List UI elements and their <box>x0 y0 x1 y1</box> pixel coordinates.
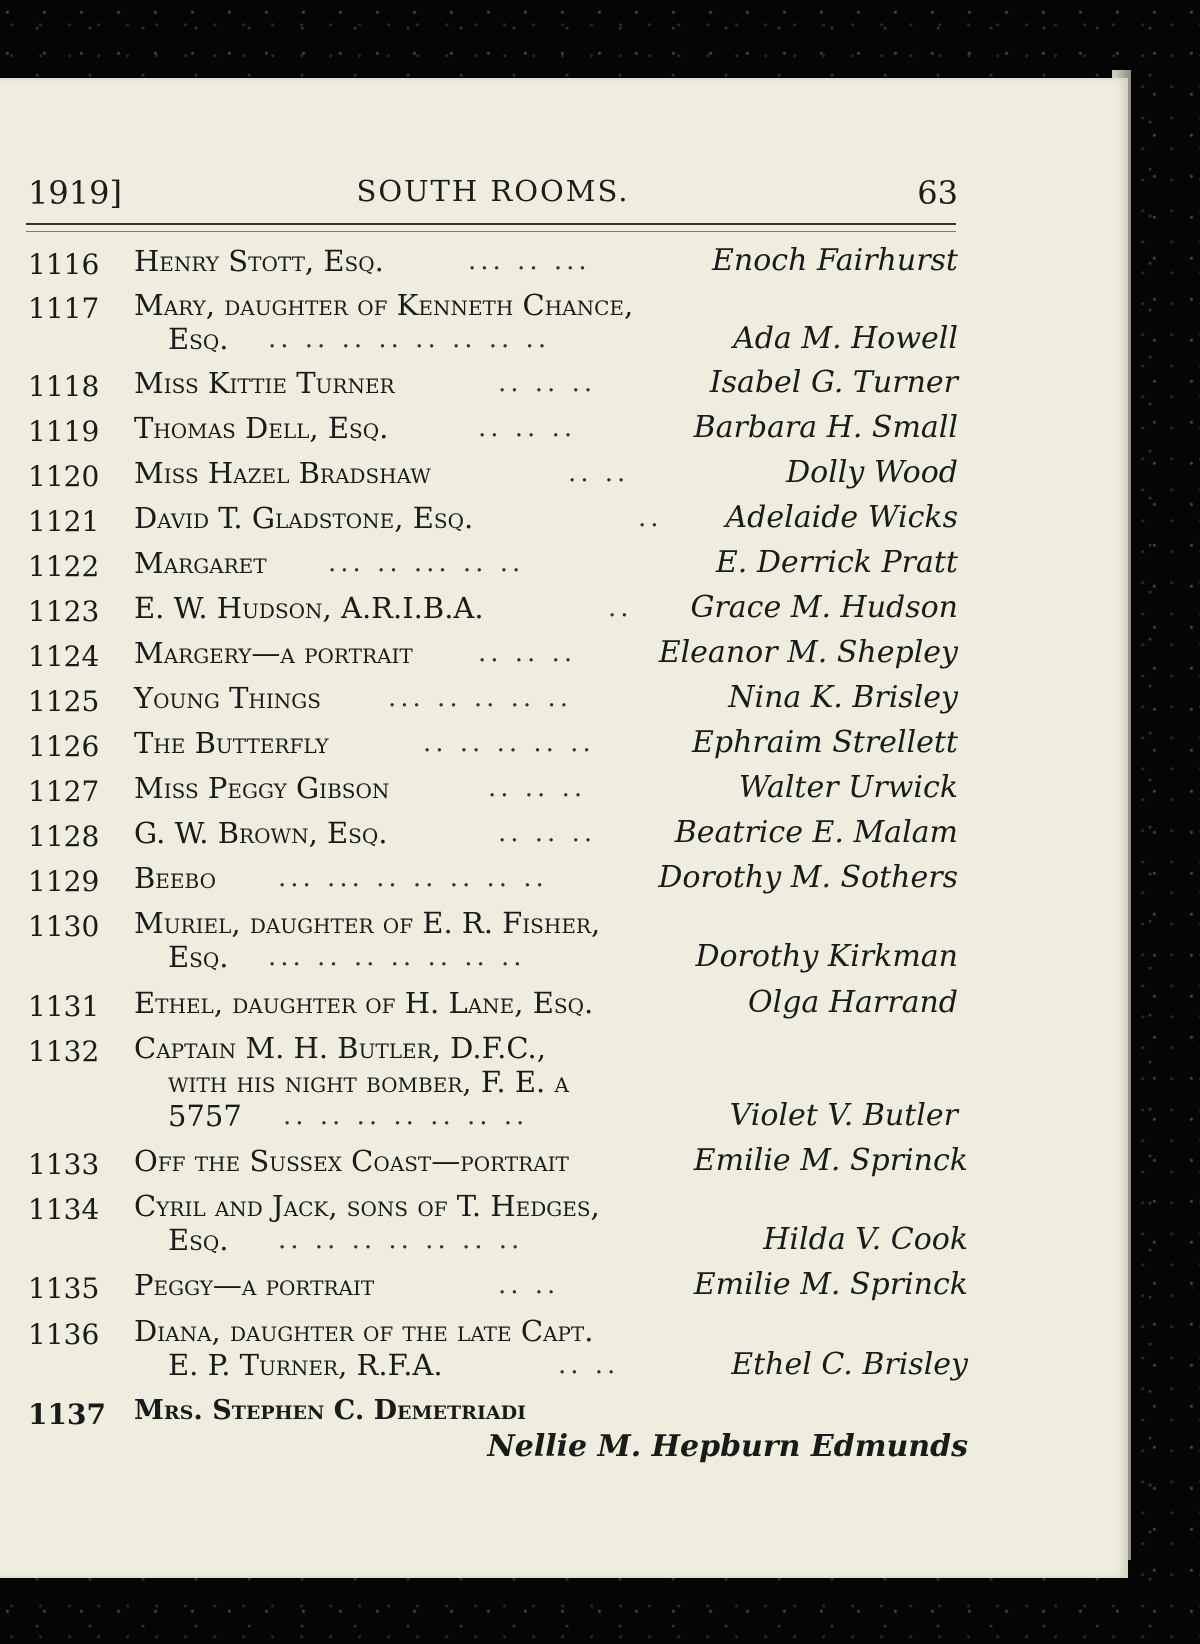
dot-leader: .. .. .. .. .. .. .. <box>283 1101 529 1131</box>
dot-leader: .. .. <box>558 1350 620 1380</box>
entry-number: 1120 <box>28 460 100 493</box>
running-head <box>28 170 958 220</box>
entry-artist: E. Derrick Pratt <box>715 545 958 580</box>
dot-leader: .. .. .. .. .. .. .. <box>278 1225 524 1255</box>
entry-title-continued: E. P. Turner, R.F.A. <box>168 1348 443 1382</box>
entry-number: 1117 <box>28 292 100 325</box>
entry-artist: Dorothy Kirkman <box>695 939 958 974</box>
entry-title: Margery—a portrait <box>134 636 413 670</box>
entry-title: Henry Stott, Esq. <box>134 244 384 278</box>
entry-title-continued: Esq. <box>168 940 229 974</box>
entry-number: 1118 <box>28 370 100 403</box>
entry-artist: Hilda V. Cook <box>763 1222 968 1257</box>
entry-number: 1131 <box>28 990 100 1023</box>
entry-artist: Grace M. Hudson <box>690 590 958 625</box>
entry-number: 1119 <box>28 415 100 448</box>
page-number: 63 <box>917 174 958 212</box>
entry-title-continued: 5757 <box>168 1099 242 1133</box>
entry-number: 1121 <box>28 505 100 538</box>
entry-artist: Olga Harrand <box>748 985 958 1020</box>
entry-artist: Ephraim Strellett <box>692 725 958 760</box>
entry-title: Beebo <box>134 861 216 895</box>
entry-number: 1132 <box>28 1035 100 1068</box>
entry-title: David T. Gladstone, Esq. <box>134 501 474 535</box>
entry-title: Captain M. H. Butler, D.F.C., <box>134 1031 546 1065</box>
entry-artist: Adelaide Wicks <box>725 500 958 535</box>
entry-title: G. W. Brown, Esq. <box>134 816 388 850</box>
entry-title-continued: Esq. <box>168 322 229 356</box>
entry-number: 1135 <box>28 1272 100 1305</box>
entry-artist: Ethel C. Brisley <box>731 1347 968 1382</box>
entry-title: E. W. Hudson, A.R.I.B.A. <box>134 591 484 625</box>
dot-leader: .. <box>608 593 633 623</box>
entry-artist: Dolly Wood <box>786 455 958 490</box>
entry-artist: Isabel G. Turner <box>709 365 958 400</box>
entry-artist: Enoch Fairhurst <box>712 243 958 278</box>
entry-title: Mary, daughter of Kenneth Chance, <box>134 288 634 322</box>
entry-title: Muriel, daughter of E. R. Fisher, <box>134 906 601 940</box>
entry-number: 1124 <box>28 640 100 673</box>
entry-title: Diana, daughter of the late Capt. <box>134 1314 594 1348</box>
entry-number: 1129 <box>28 865 100 898</box>
dot-leader: ... .. ... .. .. <box>328 548 525 578</box>
entry-number: 1125 <box>28 685 100 718</box>
entry-artist: Beatrice E. Malam <box>674 815 958 850</box>
entry-title: Margaret <box>134 546 267 580</box>
dot-leader: ... .. .. .. .. .. .. <box>268 942 526 972</box>
entry-number: 1133 <box>28 1148 100 1181</box>
dot-leader: .. .. .. <box>498 368 597 398</box>
entry-title: Miss Peggy Gibson <box>134 771 390 805</box>
entry-title: Cyril and Jack, sons of T. Hedges, <box>134 1189 600 1223</box>
entry-artist: Dorothy M. Sothers <box>658 860 958 895</box>
entry-title: Miss Kittie Turner <box>134 366 395 400</box>
entry-number: 1126 <box>28 730 100 763</box>
entry-number: 1130 <box>28 910 100 943</box>
entry-artist: Emilie M. Sprinck <box>693 1143 968 1178</box>
header-rule <box>26 223 956 232</box>
entry-number: 1127 <box>28 775 100 808</box>
entry-number: 1128 <box>28 820 100 853</box>
entry-title: Off the Sussex Coast—portrait <box>134 1144 569 1178</box>
entry-artist: Violet V. Butler <box>729 1098 958 1133</box>
dot-leader: ... .. ... <box>468 246 591 276</box>
entry-title: Mrs. Stephen C. Demetriadi <box>134 1395 526 1426</box>
entry-title: Ethel, daughter of H. Lane, Esq. <box>134 986 594 1020</box>
entry-artist: Emilie M. Sprinck <box>693 1267 968 1302</box>
entry-title: The Butterfly <box>134 726 329 760</box>
entry-title: Peggy—a portrait <box>134 1268 375 1302</box>
entry-artist: Nina K. Brisley <box>728 680 958 715</box>
entry-number: 1137 <box>28 1398 106 1431</box>
dot-leader: .. .. <box>498 1270 560 1300</box>
dot-leader: .. .. .. .. .. .. .. .. <box>268 324 551 354</box>
entry-title: Miss Hazel Bradshaw <box>134 456 431 490</box>
dot-leader: ... .. .. .. .. <box>388 683 572 713</box>
entry-artist: Barbara H. Small <box>693 410 958 445</box>
header-year: 1919] <box>28 174 122 212</box>
entry-artist: Nellie M. Hepburn Edmunds <box>487 1429 968 1464</box>
entry-title-continued: Esq. <box>168 1223 229 1257</box>
dot-leader: .. .. .. <box>498 818 597 848</box>
header-title: SOUTH ROOMS. <box>356 174 630 208</box>
entry-title: Thomas Dell, Esq. <box>134 411 389 445</box>
dot-leader: .. <box>638 503 663 533</box>
entry-artist: Eleanor M. Shepley <box>658 635 958 670</box>
dot-leader: .. .. .. <box>478 413 577 443</box>
dot-leader: ... ... .. .. .. .. .. <box>278 863 548 893</box>
entry-title-continued: with his night bomber, F. E. a <box>168 1065 569 1099</box>
entry-number: 1122 <box>28 550 100 583</box>
dot-leader: .. .. <box>568 458 630 488</box>
entry-artist: Ada M. Howell <box>733 321 958 356</box>
entry-artist: Walter Urwick <box>738 770 958 805</box>
entry-number: 1134 <box>28 1193 100 1226</box>
entry-number: 1123 <box>28 595 100 628</box>
dot-leader: .. .. .. .. .. <box>423 728 595 758</box>
entry-number: 1116 <box>28 248 100 281</box>
dot-leader: .. .. .. <box>478 638 577 668</box>
entry-number: 1136 <box>28 1318 100 1351</box>
dot-leader: .. .. .. <box>488 773 587 803</box>
entry-title: Young Things <box>134 681 321 715</box>
